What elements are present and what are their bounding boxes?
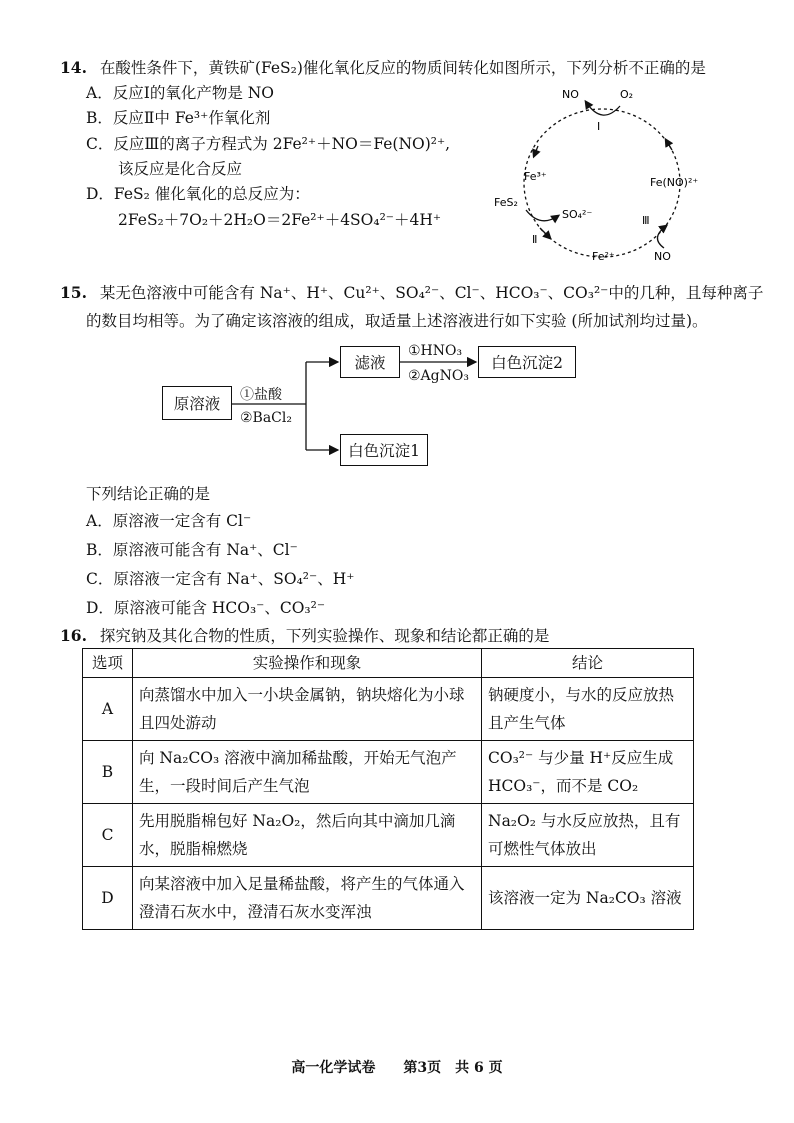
q16-table: [82, 648, 694, 930]
cycle-no-top: NO: [562, 88, 579, 101]
q15-option-d: D．原溶液可能含 HCO₃⁻、CO₃²⁻: [86, 599, 326, 617]
q14-option-c-line2: 该反应是化合反应: [118, 160, 243, 178]
cycle-fe3: Fe³⁺: [524, 170, 547, 183]
option-cell: B: [83, 741, 133, 804]
reaction-ii-arrow: [526, 210, 558, 221]
cycle-arrow-right: [666, 140, 672, 150]
reaction-i-arrow: [586, 102, 620, 115]
q15-option-a: A．原溶液一定含有 Cl⁻: [86, 512, 252, 530]
q15-number: 15.: [60, 283, 87, 302]
cycle-no-bottom: NO: [654, 250, 671, 263]
flow-reagent-hcl: ①盐酸: [240, 387, 282, 403]
option-cell: D: [83, 867, 133, 930]
flow-filtrate: 滤液: [340, 346, 400, 378]
q15-option-b: B．原溶液可能含有 Na⁺、Cl⁻: [86, 541, 298, 559]
operation-cell: 先用脱脂棉包好 Na₂O₂，然后向其中滴加几滴水，脱脂棉燃烧: [133, 804, 482, 867]
cycle-fe2: Fe²⁺: [592, 250, 615, 263]
operation-cell: 向 Na₂CO₃ 溶液中滴加稀盐酸，开始无气泡产生，一段时间后产生气泡: [133, 741, 482, 804]
reaction-iii-arrow: [657, 226, 666, 248]
option-cell: A: [83, 678, 133, 741]
conclusion-cell: Na₂O₂ 与水反应放热，且有可燃性气体放出: [482, 804, 694, 867]
cycle-label-i: Ⅰ: [597, 120, 601, 133]
flow-reagent-agno3: ②AgNO₃: [408, 368, 469, 384]
q14-number: 14.: [60, 58, 87, 77]
operation-cell: 向蒸馏水中加入一小块金属钠，钠块熔化为小球且四处游动: [133, 678, 482, 741]
table-row: [83, 678, 694, 741]
flow-white-precipitate-2: 白色沉淀2: [478, 346, 576, 378]
operation-cell: 向某溶液中加入足量稀盐酸，将产生的气体通入澄清石灰水中，澄清石灰水变浑浊: [133, 867, 482, 930]
q16-number: 16.: [60, 626, 87, 645]
conclusion-cell: 钠硬度小，与水的反应放热且产生气体: [482, 678, 694, 741]
q14-stem: [60, 58, 706, 78]
q16-stem: [60, 626, 549, 646]
page-footer: 高一化学试卷 第3页 共 6 页: [291, 1060, 503, 1076]
table-row: [83, 741, 694, 804]
table-header: 选项: [83, 649, 133, 678]
conclusion-cell: 该溶液一定为 Na₂CO₃ 溶液: [482, 867, 694, 930]
table-header-row: [83, 649, 694, 678]
cycle-label-ii: Ⅱ: [532, 233, 538, 246]
conclusion-cell: CO₃²⁻ 与少量 H⁺反应生成 HCO₃⁻，而不是 CO₂: [482, 741, 694, 804]
cycle-so4: SO₄²⁻: [562, 208, 593, 221]
q14-option-d-line1: D．FeS₂ 催化氧化的总反应为：: [86, 185, 310, 203]
q14-option-b: B．反应Ⅱ中 Fe³⁺作氧化剂: [86, 109, 271, 127]
q15-stem-text1: 某无色溶液中可能含有 Na⁺、H⁺、Cu²⁺、SO₄²⁻、Cl⁻、HCO₃⁻、CO₃²⁻中的几种，且每种离子: [99, 284, 764, 302]
q15-option-c: C．原溶液一定含有 Na⁺、SO₄²⁻、H⁺: [86, 570, 355, 588]
q16-stem-text: 探究钠及其化合物的性质，下列实验操作、现象和结论都正确的是: [99, 627, 550, 645]
q15-stem-line2: 的数目均相等。为了确定该溶液的组成，取适量上述溶液进行如下实验 (所加试剂均过量)。: [86, 312, 708, 330]
table-header: 结论: [482, 649, 694, 678]
q14-cycle-diagram: [480, 78, 720, 268]
q14-stem-text: 在酸性条件下，黄铁矿(FeS₂)催化氧化反应的物质间转化如图所示，下列分析不正确的是: [99, 59, 706, 77]
option-cell: C: [83, 804, 133, 867]
cycle-arrow-bottom: [540, 228, 550, 238]
flow-original-solution: 原溶液: [162, 386, 232, 420]
q14-option-a: A．反应Ⅰ的氧化产物是 NO: [86, 84, 275, 102]
q14-option-d-line2: 2FeS₂＋7O₂＋2H₂O＝2Fe²⁺＋4SO₄²⁻＋4H⁺: [118, 211, 442, 229]
table-row: [83, 867, 694, 930]
cycle-fes2: FeS₂: [494, 196, 518, 209]
cycle-arrow-left: [534, 146, 538, 156]
flow-reagent-bacl2: ②BaCl₂: [240, 410, 292, 426]
flow-white-precipitate-1: 白色沉淀1: [340, 434, 428, 466]
q14-option-c-line1: C．反应Ⅲ的离子方程式为 2Fe²⁺＋NO＝Fe(NO)²⁺,: [86, 135, 451, 153]
cycle-feno: Fe(NO)²⁺: [650, 176, 699, 189]
table-header: 实验操作和现象: [133, 649, 482, 678]
cycle-label-iii: Ⅲ: [642, 214, 650, 227]
table-row: [83, 804, 694, 867]
flow-reagent-hno3: ①HNO₃: [408, 343, 463, 359]
q15-ask: 下列结论正确的是: [86, 485, 211, 503]
cycle-o2: O₂: [620, 88, 634, 101]
q15-stem-line1: [60, 283, 763, 303]
